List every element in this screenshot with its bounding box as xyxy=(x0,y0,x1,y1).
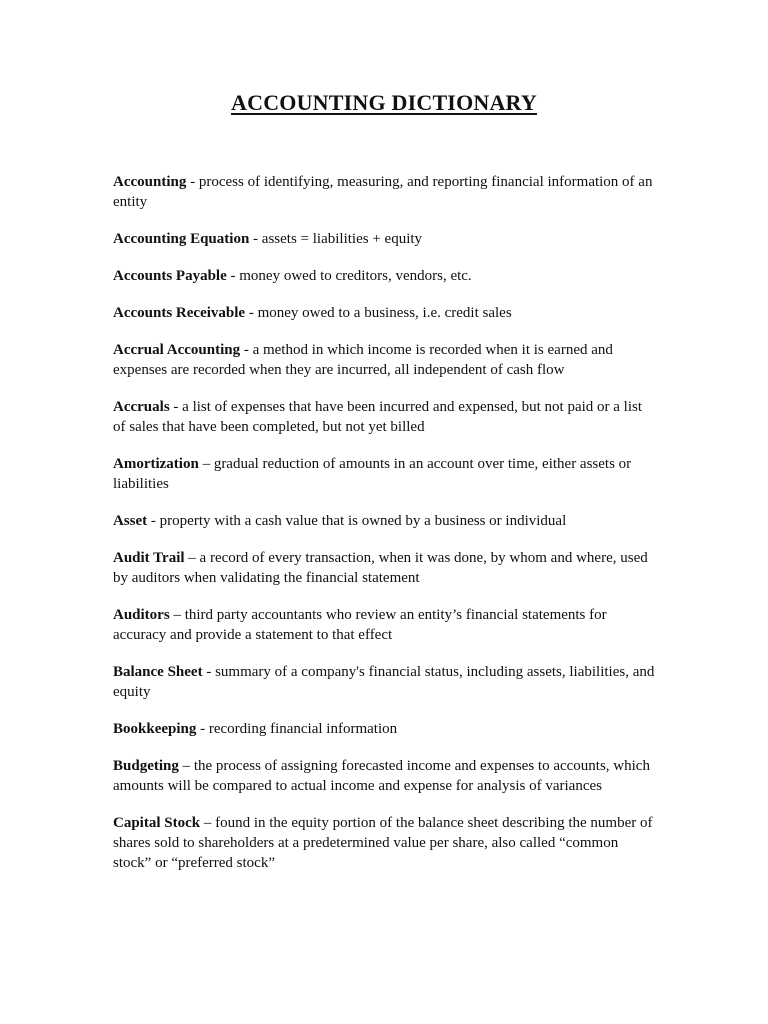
dictionary-entry xyxy=(113,454,658,494)
dictionary-entry xyxy=(113,756,658,796)
dictionary-entry xyxy=(113,605,658,645)
entry-definition: recording financial information xyxy=(208,721,398,737)
dictionary-entry xyxy=(113,662,658,702)
entry-separator: - xyxy=(169,399,183,415)
dictionary-entry xyxy=(113,397,658,437)
entry-term: Capital Stock xyxy=(113,815,201,831)
dictionary-entry xyxy=(113,548,658,588)
entry-definition: a list of expenses that have been incurred and expensed, but not paid or a list of sales that have been completed, but not yet billed xyxy=(113,399,643,435)
document-title: ACCOUNTING DICTIONARY xyxy=(231,90,537,115)
entry-definition: found in the equity portion of the balance sheet describing the number of shares sold to shareholders at a predetermined value per share, also called “common stock” or “preferred stock” xyxy=(113,815,653,871)
entry-term: Accounting xyxy=(113,174,187,190)
dictionary-entry xyxy=(113,266,658,286)
entry-separator: - xyxy=(226,268,240,284)
entry-definition: gradual reduction of amounts in an account over time, either assets or liabilities xyxy=(113,456,632,492)
dictionary-entry xyxy=(113,229,658,249)
dictionary-entry xyxy=(113,511,658,531)
entry-definition: summary of a company's financial status, including assets, liabilities, and equity xyxy=(113,664,655,700)
entry-definition: the process of assigning forecasted income and expenses to accounts, which amounts will be compared to actual income and expense for analysis of variances xyxy=(113,758,650,794)
entry-definition: money owed to a business, i.e. credit sales xyxy=(257,305,512,321)
entry-definition: a method in which income is recorded when it is earned and expenses are recorded when they are incurred, all independent of cash flow xyxy=(113,342,613,378)
entry-separator: - xyxy=(249,231,262,247)
dictionary-entries xyxy=(113,172,658,890)
entry-term: Budgeting xyxy=(113,758,179,774)
dictionary-entry xyxy=(113,719,658,739)
entry-definition: assets = liabilities + equity xyxy=(261,231,423,247)
entry-separator: – xyxy=(198,456,214,472)
entry-term: Asset xyxy=(113,513,148,529)
entry-separator: - xyxy=(147,513,160,529)
entry-separator: – xyxy=(200,815,216,831)
entry-definition: third party accountants who review an entity’s financial statements for accuracy and provide a statement to that effect xyxy=(113,607,607,643)
entry-separator: - xyxy=(240,342,253,358)
dictionary-entry xyxy=(113,340,658,380)
entry-term: Accruals xyxy=(113,399,170,415)
entry-term: Accounts Payable xyxy=(113,268,227,284)
entry-term: Accrual Accounting xyxy=(113,342,241,358)
entry-term: Bookkeeping xyxy=(113,721,197,737)
entry-separator: – xyxy=(184,550,200,566)
dictionary-entry xyxy=(113,813,658,873)
entry-definition: process of identifying, measuring, and reporting financial information of an entity xyxy=(113,174,653,210)
entry-separator: – xyxy=(169,607,185,623)
entry-term: Accounting Equation xyxy=(113,231,250,247)
entry-term: Accounts Receivable xyxy=(113,305,246,321)
dictionary-entry xyxy=(113,303,658,323)
entry-definition: money owed to creditors, vendors, etc. xyxy=(239,268,472,284)
entry-separator: - xyxy=(202,664,216,680)
entry-definition: a record of every transaction, when it was done, by whom and where, used by auditors when validating the financial statement xyxy=(113,550,648,586)
entry-separator: – xyxy=(178,758,194,774)
entry-definition: property with a cash value that is owned by a business or individual xyxy=(159,513,567,529)
dictionary-entry xyxy=(113,172,658,212)
entry-term: Amortization xyxy=(113,456,199,472)
entry-term: Audit Trail xyxy=(113,550,185,566)
entry-term: Auditors xyxy=(113,607,170,623)
entry-term: Balance Sheet xyxy=(113,664,203,680)
entry-separator: - xyxy=(186,174,199,190)
entry-separator: - xyxy=(196,721,209,737)
entry-separator: - xyxy=(245,305,258,321)
